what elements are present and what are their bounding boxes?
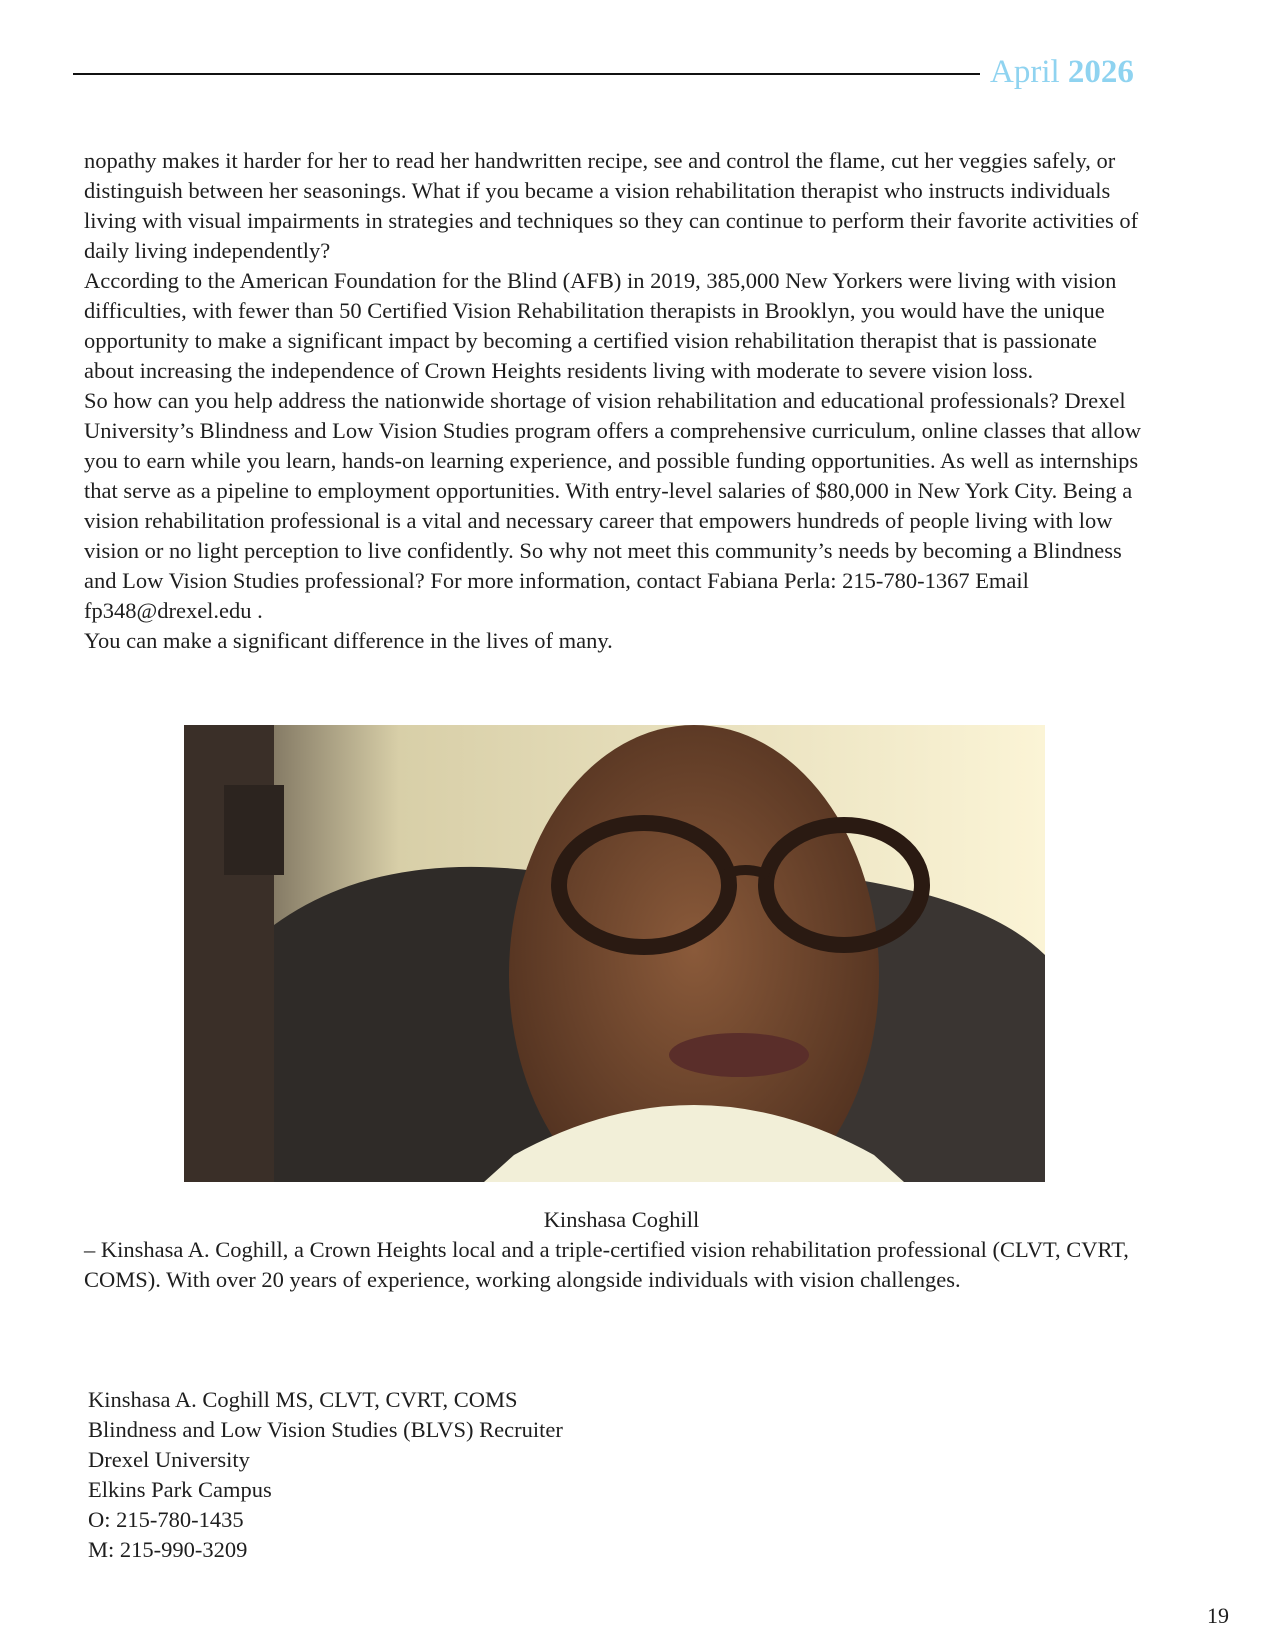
issue-year: 2026 [1067, 54, 1134, 90]
article-body [84, 146, 1144, 656]
signature-line: Drexel University [88, 1447, 250, 1472]
photo-caption [84, 1205, 1196, 1295]
portrait-photo [184, 725, 1045, 1182]
signature-line: O: 215-780-1435 [88, 1507, 244, 1532]
contact-signature [88, 1385, 563, 1565]
portrait-image [184, 725, 1045, 1182]
page-number: 19 [1207, 1603, 1229, 1628]
article-paragraph: You can make a significant difference in the lives of many. [84, 628, 613, 653]
caption-name: Kinshasa Coghill [543, 1207, 700, 1232]
article-paragraph: So how can you help address the nationwide shortage of vision rehabilitation and educational professionals? Drexel University’s Blindness and Low Vision Studies program offers a comprehensive curriculum, online classes that allow you to earn while you learn, hands-on learning experience, and possible funding opportunities. As well as internships that serve as a pipeline to employment opportunities. With entry-level salaries of $80,000 in New York City. Being a vision rehabilitation professional is a vital and necessary career that empowers hundreds of people living with low vision or no light perception to live confidently. So why not meet this community’s needs by becoming a Blindness and Low Vision Studies professional? For more information, contact Fabiana Perla: 215-780-1367 Email fp348@drexel.edu . [84, 388, 1141, 623]
article-paragraph: According to the American Foundation for the Blind (AFB) in 2019, 385,000 New Yorkers were living with vision difficulties, with fewer than 50 Certified Vision Rehabilitation therapists in Brooklyn, you would have the unique opportunity to make a significant impact by becoming a certified vision rehabilitation therapist that is passionate about increasing the independence of Crown Heights residents living with moderate to severe vision loss. [84, 268, 1117, 383]
signature-line: Kinshasa A. Coghill MS, CLVT, CVRT, COMS [88, 1387, 518, 1412]
header-rule [73, 73, 980, 75]
signature-line: M: 215-990-3209 [88, 1537, 248, 1562]
article-paragraph: nopathy makes it harder for her to read her handwritten recipe, see and control the flame, cut her veggies safely, or distinguish between her seasonings. What if you became a vision rehabilitation therapist who instructs individuals living with visual impairments in strategies and techniques so they can continue to perform their favorite activities of daily living independently? [84, 148, 1139, 263]
caption-description: – Kinshasa A. Coghill, a Crown Heights local and a triple-certified vision rehabilitation professional (CLVT, CVRT, COMS). With over 20 years of experience, working alongside individuals with vision challenges. [84, 1237, 1129, 1292]
issue-date [990, 52, 1134, 92]
issue-month: April [990, 54, 1060, 90]
signature-line: Blindness and Low Vision Studies (BLVS) Recruiter [88, 1417, 563, 1442]
signature-line: Elkins Park Campus [88, 1477, 272, 1502]
